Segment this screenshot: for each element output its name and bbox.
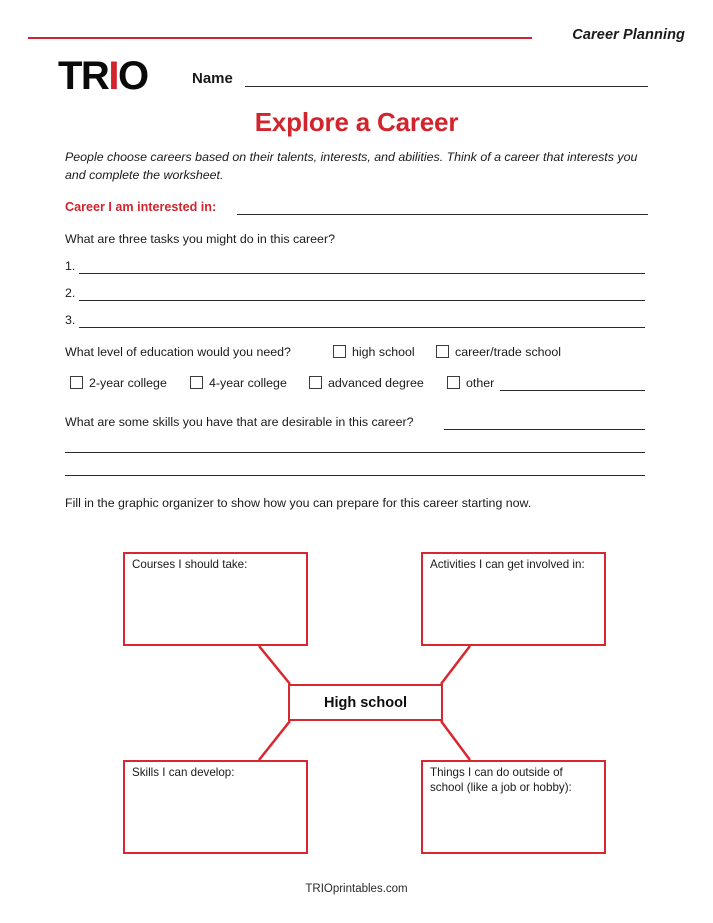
organizer-label-top-right: Activities I can get involved in: [430, 558, 585, 571]
trio-logo [58, 56, 148, 96]
organizer-label-bottom-left: Skills I can develop: [132, 766, 235, 779]
organizer-label-top-left: Courses I should take: [132, 558, 248, 571]
organizer-label-center: High school [324, 694, 407, 711]
organizer-label-bottom-right: Things I can do outside of school (like a job or hobby): [430, 766, 572, 794]
task-number-3: 3. [65, 313, 76, 327]
skills-line-1[interactable] [444, 429, 645, 430]
checkbox-2-year-college[interactable] [70, 376, 83, 389]
checkbox-label-career-trade-school: career/trade school [455, 345, 562, 359]
skills-line-2[interactable] [65, 452, 645, 453]
logo-text-after: O [117, 54, 148, 98]
name-input-line[interactable] [245, 86, 648, 87]
section-label: Career Planning [572, 27, 685, 43]
checkbox-label-2-year-college: 2-year college [89, 376, 167, 390]
question-organizer: Fill in the graphic organizer to show how you can prepare for this career starting now. [65, 496, 532, 510]
task-number-1: 1. [65, 259, 76, 273]
task-number-2: 2. [65, 286, 76, 300]
logo-accent-letter: I [108, 54, 118, 98]
skills-line-3[interactable] [65, 475, 645, 476]
checkbox-4-year-college[interactable] [190, 376, 203, 389]
question-education: What level of education would you need? [65, 345, 291, 359]
career-prompt-label: Career I am interested in: [65, 200, 217, 214]
other-input-line[interactable] [500, 390, 645, 391]
task-line-2[interactable] [79, 300, 645, 301]
question-tasks: What are three tasks you might do in this career? [65, 232, 335, 246]
checkbox-label-high-school: high school [352, 345, 415, 359]
name-label: Name [192, 70, 233, 87]
career-input-line[interactable] [237, 214, 648, 215]
task-line-3[interactable] [79, 327, 645, 328]
logo-text-before: TR [58, 54, 109, 98]
checkbox-label-advanced-degree: advanced degree [328, 376, 424, 390]
checkbox-label-4-year-college: 4-year college [209, 376, 287, 390]
checkbox-career-trade-school[interactable] [436, 345, 449, 358]
footer-url: TRIOprintables.com [305, 883, 408, 895]
checkbox-high-school[interactable] [333, 345, 346, 358]
task-line-1[interactable] [79, 273, 645, 274]
checkbox-other[interactable] [447, 376, 460, 389]
page-title: Explore a Career [254, 107, 459, 137]
organizer-box-center[interactable] [288, 684, 443, 721]
header-rule [28, 37, 532, 39]
intro-paragraph: People choose careers based on their talents, interests, and abilities. Think of a career that interests you and complete the worksheet. [65, 150, 638, 182]
checkbox-label-other: other [466, 376, 495, 390]
question-skills: What are some skills you have that are desirable in this career? [65, 415, 414, 429]
checkbox-advanced-degree[interactable] [309, 376, 322, 389]
